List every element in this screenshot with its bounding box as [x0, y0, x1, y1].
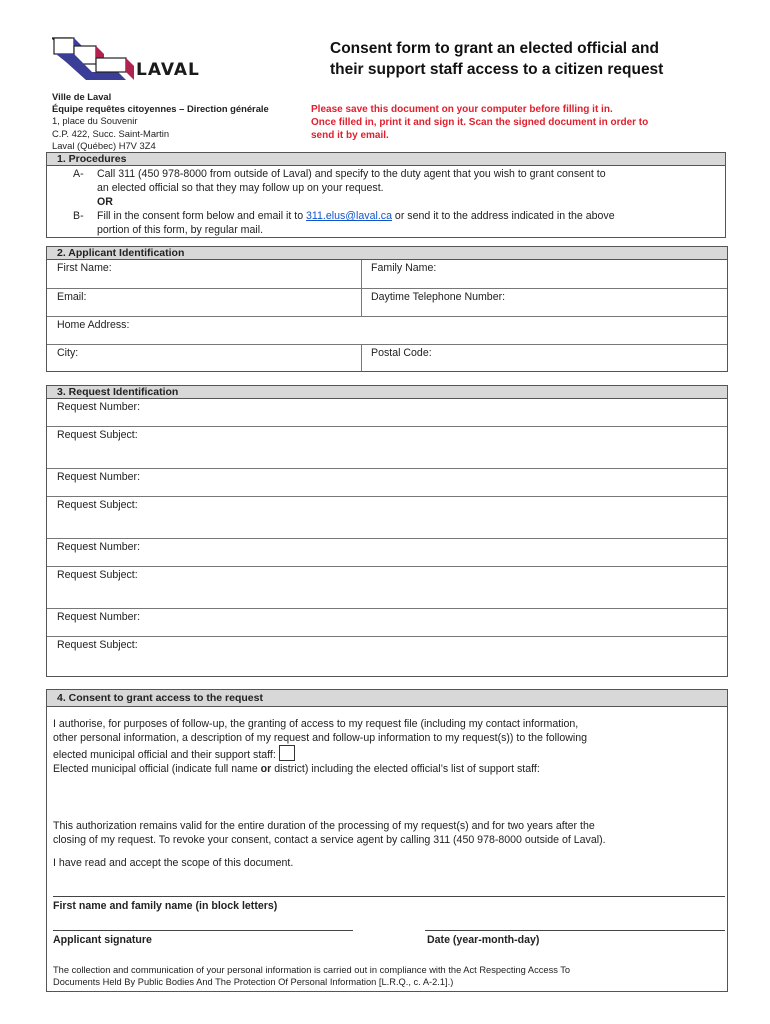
section-request	[46, 385, 728, 677]
procedure-a-line1: Call 311 (450 978-8000 from outside of Laval) and specify to the duty agent that you wish to grant consent to	[97, 168, 606, 180]
consent-p2	[53, 762, 725, 776]
request-number-label: Request Number:	[57, 471, 141, 483]
laval-wordmark: LAVAL	[136, 60, 200, 80]
consent-p3-line2: closing of my request. To revoke your consent, contact a service agent by calling 311 (450 978-8000 outside of Laval).	[53, 834, 606, 846]
consent-p1-line2: other personal information, a description of my request and follow-up information to my request(s)) to the following	[53, 732, 588, 744]
name-field[interactable]	[53, 912, 725, 930]
procedure-b-line2: portion of this form, by regular mail.	[97, 224, 264, 236]
date-line	[425, 930, 725, 931]
address-line-team: Équipe requêtes citoyennes – Direction générale	[52, 103, 269, 115]
save-warning	[311, 103, 751, 142]
consent-p1-line3-text: elected municipal official and their support staff:	[53, 749, 276, 761]
request-subject-field-2[interactable]	[47, 496, 727, 538]
phone-label: Daytime Telephone Number:	[371, 291, 506, 303]
signature-label: Applicant signature	[53, 934, 152, 946]
request-number-field-2[interactable]	[47, 468, 727, 496]
footer-line1: The collection and communication of your personal information is carried out in compliance with the Act Respecting Access To	[53, 965, 571, 975]
procedure-b-marker: B-	[73, 210, 84, 222]
procedure-b-pre: Fill in the consent form below and email it to	[97, 210, 307, 222]
request-subject-field-4[interactable]	[47, 636, 727, 676]
request-subject-field-1[interactable]	[47, 426, 727, 468]
request-subject-label: Request Subject:	[57, 639, 138, 651]
request-heading: 3. Request Identification	[47, 386, 727, 399]
signature-line	[53, 930, 353, 931]
request-number-field-3[interactable]	[47, 538, 727, 566]
procedure-a-line2: an elected official so that they may follow up on your request.	[97, 182, 384, 194]
email-link[interactable]: 311.elus@laval.ca	[306, 210, 392, 222]
procedure-b	[73, 209, 723, 237]
date-label: Date (year-month-day)	[427, 934, 540, 946]
consent-checkbox[interactable]	[279, 745, 295, 761]
consent-p1-line3	[53, 745, 725, 762]
home-address-field[interactable]	[47, 316, 727, 344]
footer-line2: Documents Held By Public Bodies And The Protection Of Personal Information [L.R.Q., c. A-2.1].)	[53, 977, 454, 987]
applicant-divider	[361, 260, 362, 316]
sender-address	[52, 91, 269, 152]
consent-paragraph-3	[53, 819, 725, 847]
postal-code-field[interactable]	[361, 344, 727, 371]
consent-heading: 4. Consent to grant access to the request	[47, 690, 727, 707]
request-number-label: Request Number:	[57, 401, 141, 413]
consent-p1-line1: I authorise, for purposes of follow-up, the granting of access to my request file (including my contact information,	[53, 718, 579, 730]
warning-line3: send it by email.	[311, 130, 389, 141]
email-field[interactable]	[47, 288, 361, 316]
family-name-label: Family Name:	[371, 262, 437, 274]
procedure-b-post: or send it to the address indicated in the above	[391, 210, 615, 222]
request-subject-field-3[interactable]	[47, 566, 727, 608]
email-label: Email:	[57, 291, 87, 303]
section-applicant	[46, 246, 728, 372]
address-line-street: 1, place du Souvenir	[52, 115, 138, 127]
address-line-postal: Laval (Québec) H7V 3Z4	[52, 139, 156, 151]
phone-field[interactable]	[361, 288, 727, 316]
warning-line1: Please save this document on your computer before filling it in.	[311, 104, 613, 115]
first-name-field[interactable]	[47, 260, 361, 288]
section-consent	[46, 689, 728, 992]
applicant-divider-city	[361, 344, 362, 371]
postal-code-label: Postal Code:	[371, 347, 432, 359]
consent-paragraph-4: I have read and accept the scope of this document.	[53, 857, 294, 869]
city-label: City:	[57, 347, 79, 359]
consent-p3-line1: This authorization remains valid for the entire duration of the processing of my request(s) and for two years after the	[53, 820, 595, 832]
procedure-a-marker: A-	[73, 168, 84, 180]
elected-official-field[interactable]	[53, 776, 725, 816]
consent-p2-or: or	[260, 763, 272, 775]
request-subject-label: Request Subject:	[57, 499, 138, 511]
request-number-field-1[interactable]	[47, 399, 727, 426]
request-subject-label: Request Subject:	[57, 429, 138, 441]
first-name-label: First Name:	[57, 262, 112, 274]
consent-p2-pre: Elected municipal official (indicate full name	[53, 763, 261, 775]
request-subject-label: Request Subject:	[57, 569, 138, 581]
procedure-or: OR	[97, 196, 113, 208]
form-title-line1: Consent form to grant an elected official and	[330, 40, 659, 57]
section-procedures	[46, 152, 726, 238]
name-label: First name and family name (in block letters)	[53, 900, 278, 912]
consent-p2-post: district) including the elected official’s list of support staff:	[271, 763, 540, 775]
request-number-label: Request Number:	[57, 611, 141, 623]
consent-paragraph-1	[53, 717, 725, 776]
form-title-line2: their support staff access to a citizen request	[330, 61, 664, 78]
procedures-heading: 1. Procedures	[47, 153, 725, 166]
request-number-label: Request Number:	[57, 541, 141, 553]
family-name-field[interactable]	[361, 260, 727, 288]
warning-line2: Once filled in, print it and sign it. Scan the signed document in order to	[311, 117, 649, 128]
procedure-a	[73, 167, 723, 209]
name-line	[53, 896, 725, 897]
privacy-footer	[53, 964, 725, 988]
home-address-label: Home Address:	[57, 319, 130, 331]
city-field[interactable]	[47, 344, 361, 371]
form-title	[330, 38, 760, 80]
applicant-heading: 2. Applicant Identification	[47, 247, 727, 260]
request-number-field-4[interactable]	[47, 608, 727, 636]
procedure-b-line1	[97, 209, 723, 223]
address-line-po: C.P. 422, Succ. Saint-Martin	[52, 127, 170, 139]
address-line-city: Ville de Laval	[52, 91, 112, 102]
